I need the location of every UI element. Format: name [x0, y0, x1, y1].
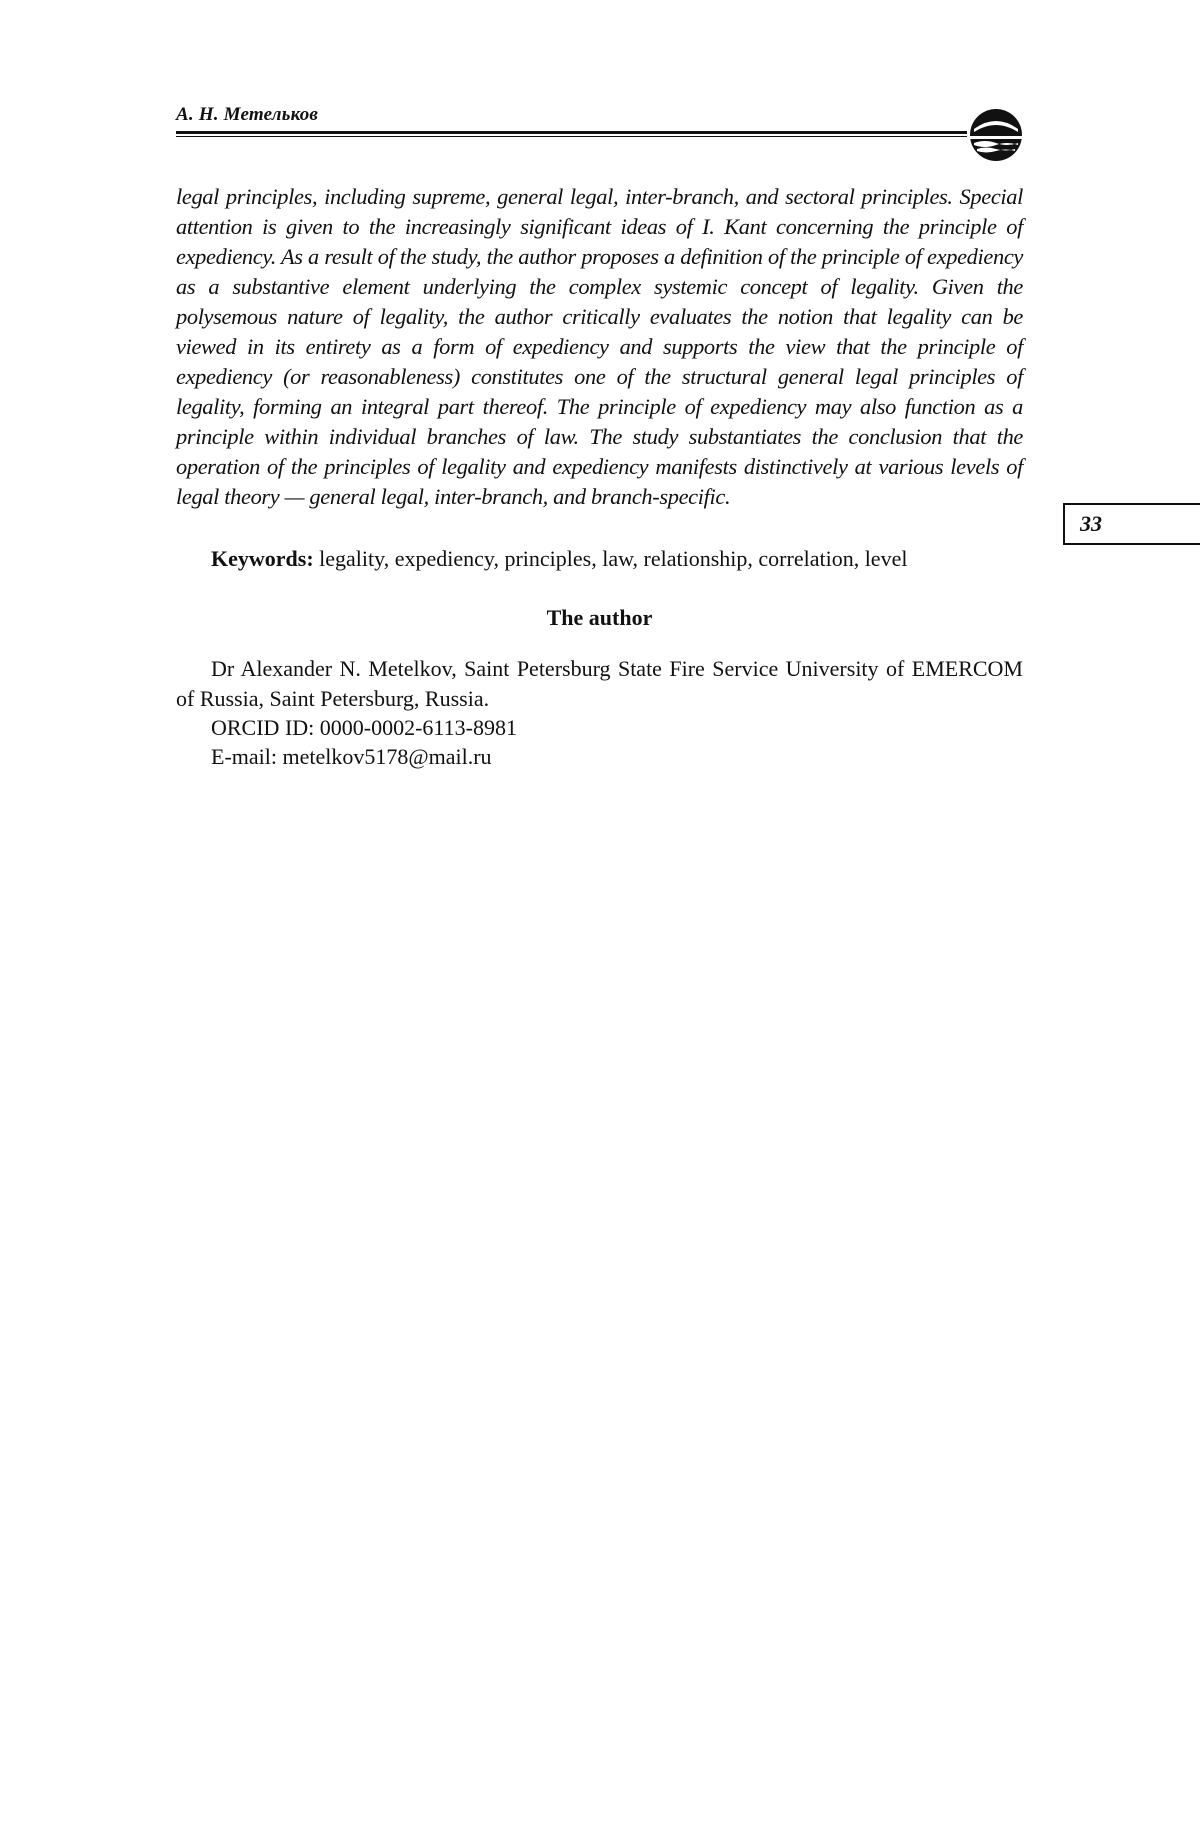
page-number: 33 — [1063, 503, 1200, 545]
keywords — [211, 544, 1023, 574]
journal-logo-icon — [966, 105, 1026, 165]
header-rule — [176, 131, 967, 134]
author-orcid: ORCID ID: 0000-0002-6113-8981 — [211, 715, 517, 740]
keywords-text: legality, expediency, principles, law, relationship, correlation, level — [319, 546, 908, 571]
header-rule-thin — [176, 136, 967, 137]
author-heading: The author — [546, 605, 653, 630]
running-header-title: А. Н. Метельков — [176, 104, 319, 125]
keywords-label: Keywords: — [211, 546, 314, 571]
abstract-text: legal principles, including supreme, general legal, inter-branch, and sectoral principles. Special attention is given to the increasingly significant ideas of I. Kant concerning the principle of expediency. As a result of the study, the author proposes a definition of the principle of expediency as a substantive element underlying the complex systemic concept of legality. Given the polysemous nature of legality, the author critically evaluates the notion that legality can be viewed in its entirety as a form of expediency and supports the view that the principle of expediency (or reasonableness) constitutes one of the structural general legal principles of legality, forming an integral part thereof. The principle of expediency may also function as a principle within individual branches of law. The study substantiates the conclusion that the operation of the principles of legality and expediency manifests distinctively at various levels of legal theory — general legal, inter-branch, and branch-specific. — [176, 184, 1023, 509]
author-email: E-mail: metelkov5178@mail.ru — [211, 744, 492, 769]
author-affiliation: Dr Alexander N. Metelkov, Saint Petersburg State Fire Service University of EMERCOM of Russia, Saint Petersburg, Russia. — [176, 656, 1023, 711]
